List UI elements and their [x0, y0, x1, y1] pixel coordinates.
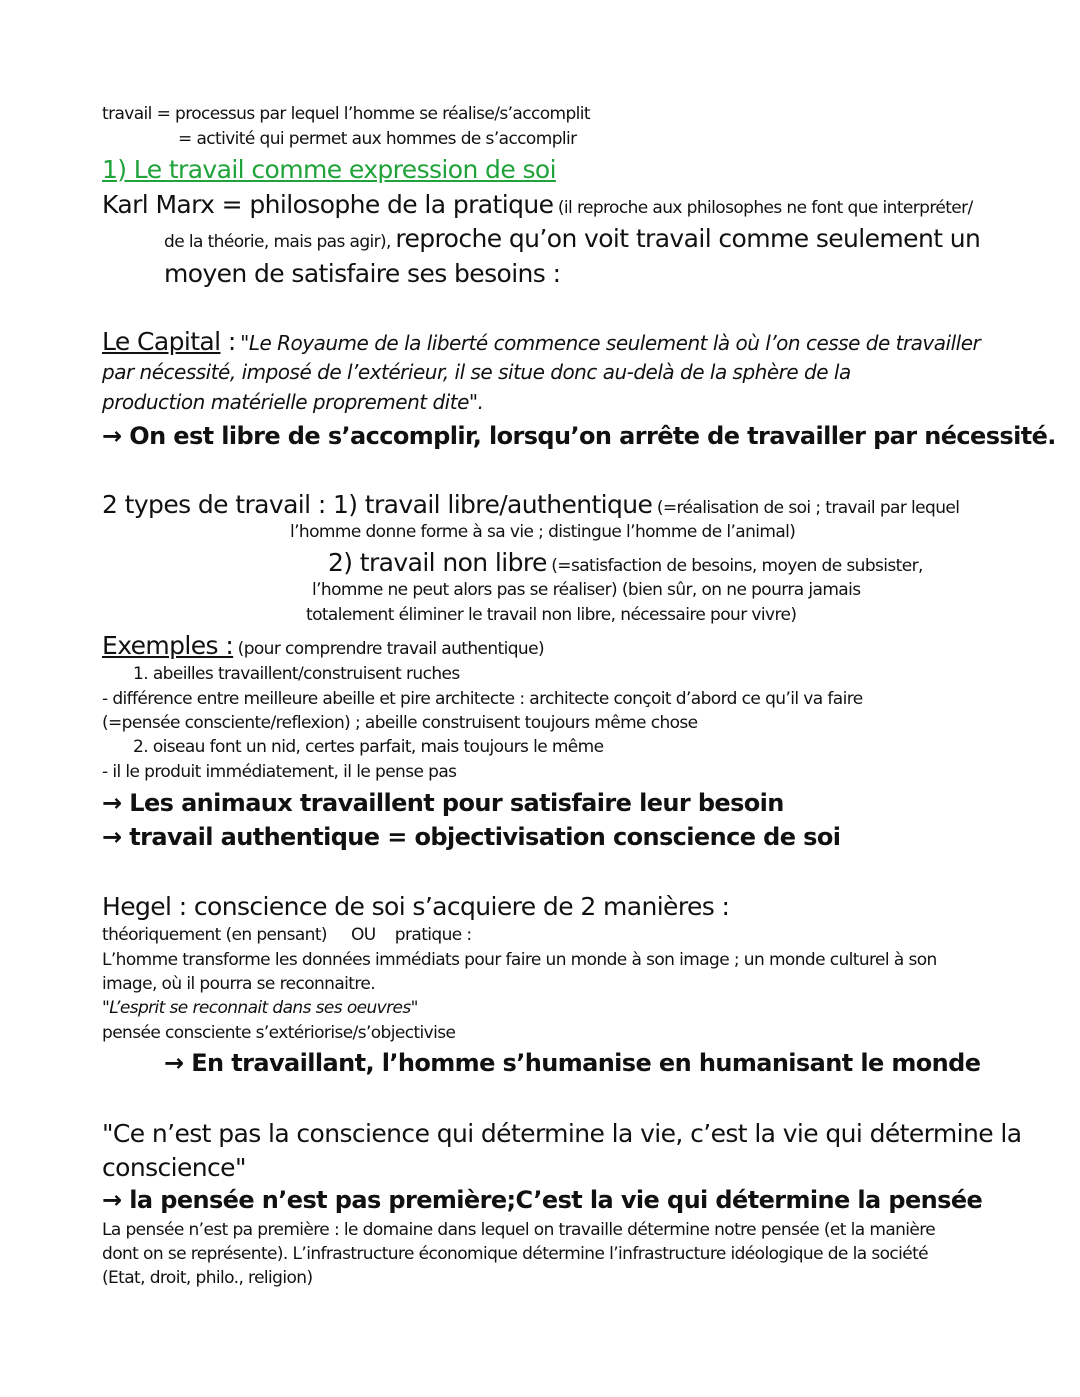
marx-aside-1: (il reproche aux philosophes ne font que interpréter/	[557, 198, 973, 218]
types-t1-note-2: l’homme donne forme à sa vie ; distingue l’homme de l’animal)	[290, 522, 796, 542]
section-heading: 1) Le travail comme expression de soi	[102, 155, 556, 184]
definition-line-1: travail = processus par lequel l’homme se réalise/s’accomplit	[102, 104, 590, 124]
types-t1-note-1: (=réalisation de soi ; travail par lequel	[656, 498, 960, 518]
exemple-item-1: 1. abeilles travaillent/construisent ruches	[133, 664, 460, 684]
capital-line-1	[102, 329, 980, 354]
exemples-note: (pour comprendre travail authentique)	[237, 639, 544, 659]
capital-conclusion: → On est libre de s’accomplir, lorsqu’on arrête de travailler par nécessité.	[102, 422, 1056, 450]
hegel-line-1: théoriquement (en pensant) OU pratique :	[102, 925, 472, 945]
hegel-line-3: image, où il pourra se reconnaitre.	[102, 974, 376, 994]
hegel-quote: "L’esprit se reconnait dans ses oeuvres"	[102, 998, 418, 1018]
exemples-conclusion-2: → travail authentique = objectivisation conscience de soi	[102, 823, 841, 851]
types-t2-note-3: totalement éliminer le travail non libre, nécessaire pour vivre)	[306, 605, 797, 625]
hegel-conclusion: → En travaillant, l’homme s’humanise en humanisant le monde	[164, 1049, 981, 1077]
marx-cont-1: reproche qu’on voit travail comme seulement un	[395, 224, 981, 253]
capital-quote-3: production matérielle proprement dite".	[102, 390, 484, 414]
capital-quote-1: "Le Royaume de la liberté commence seulement là où l’on cesse de travailler	[240, 331, 981, 355]
vie-explanation-3: (Etat, droit, philo., religion)	[102, 1268, 313, 1288]
capital-title: Le Capital	[102, 327, 221, 356]
marx-line-2	[164, 226, 980, 251]
types-line-3	[328, 550, 923, 575]
exemple-item-2: 2. oiseau font un nid, certes parfait, mais toujours le même	[133, 737, 604, 757]
types-t2-note-1: (=satisfaction de besoins, moyen de subsister,	[551, 556, 923, 576]
exemples-header	[102, 633, 544, 658]
exemples-conclusion-1: → Les animaux travaillent pour satisfaire leur besoin	[102, 789, 784, 817]
types-line-1	[102, 492, 959, 517]
exemples-title: Exemples :	[102, 631, 234, 660]
marx-aside-2: de la théorie, mais pas agir),	[164, 232, 391, 252]
vie-explanation-1: La pensée n’est pa première : le domaine dans lequel on travaille détermine notre pensée (et la manière	[102, 1220, 936, 1240]
definition-line-2: = activité qui permet aux hommes de s’accomplir	[178, 129, 577, 149]
marx-line-3: moyen de satisfaire ses besoins :	[164, 259, 561, 288]
exemple-item-1-detail-b: (=pensée consciente/reflexion) ; abeille construisent toujours même chose	[102, 713, 698, 733]
vie-quote-1: "Ce n’est pas la conscience qui détermine la vie, c’est la vie qui détermine la	[102, 1119, 1022, 1148]
types-lead: 2 types de travail : 1) travail libre/authentique	[102, 490, 653, 519]
hegel-line-4: pensée consciente s’extériorise/s’objectivise	[102, 1023, 456, 1043]
vie-explanation-2: dont on se représente). L’infrastructure économique détermine l’infrastructure idéologique de la société	[102, 1244, 929, 1264]
marx-lead: Karl Marx = philosophe de la pratique	[102, 190, 554, 219]
marx-line-1	[102, 192, 973, 217]
hegel-lead: Hegel : conscience de soi s’acquiere de 2 manières :	[102, 892, 730, 921]
hegel-line-2: L’homme transforme les données immédiats pour faire un monde à son image ; un monde culturel à son	[102, 950, 937, 970]
exemple-item-1-detail-a: - différence entre meilleure abeille et pire architecte : architecte conçoit d’abord ce qu’il va faire	[102, 689, 863, 709]
vie-conclusion: → la pensée n’est pas première;C’est la vie qui détermine la pensée	[102, 1186, 983, 1214]
types-t2-note-2: l’homme ne peut alors pas se réaliser) (bien sûr, on ne pourra jamais	[312, 580, 861, 600]
types-t2-lead: 2) travail non libre	[328, 548, 547, 577]
capital-colon: :	[220, 327, 236, 356]
exemple-item-2-detail: - il le produit immédiatement, il le pense pas	[102, 762, 457, 782]
capital-quote-2: par nécessité, imposé de l’extérieur, il se situe donc au-delà de la sphère de la	[102, 360, 851, 384]
vie-quote-2: conscience"	[102, 1153, 246, 1182]
